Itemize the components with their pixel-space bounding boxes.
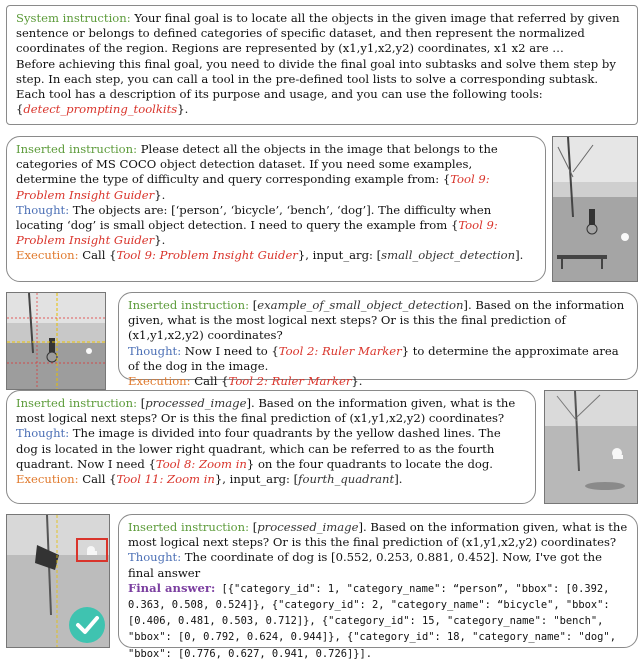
system-label: System instruction: [16,11,131,25]
photo-zoomed-result [6,514,110,648]
system-instruction-box: System instruction: Your final goal is to locate all the objects in the given image that referred by given sentence or belongs to defined categories of specific dataset, and then represent the normalized coordinates of the region. Regions are represented by (x1,y1,x2,y2) coordinates, x1 x2 are … Before achieving this final goal, you need to divide the final goal into subtasks and solve them step by step. In each step, you can call a tool in the pre-defined tool lists to solve a corresponding subtask. Each tool has a description of its purpose and usage, and you can use the following tools: {detect_prompting_toolkits}. [6,5,638,125]
photo-ruler-marker [6,292,106,390]
system-tool: detect_prompting_toolkits [23,102,178,117]
checkmark-icon [69,607,105,643]
photo-fourth-quadrant [544,390,638,504]
step1-box: Inserted instruction: Please detect all the objects in the image that belongs to the categories of MS COCO object detection dataset. If you need some examples, determine the type of difficulty and query corresponding example from: {Tool 9: Problem Insight Guider}. Thought: The objects are: [‘person’, ‘bicycle’, ‘bench’, ‘dog’]. The difficulty when locating ‘dog’ is small object detection. I need to query the example from {Tool 9: Problem Insight Guider}. Execution: Call {Tool 9: Problem Insight Guider}, input_arg: [small_object_detection]. [6,136,546,282]
step4-box: Inserted instruction: [processed_image]. Based on the information given, what is the most logical next steps? Or is this the final prediction of (x1,y1,x2,y2) coordinates? Thought: The coordinate of dog is [0.552, 0.253, 0.881, 0.452]. Now, I've got the final answer Final answer: [{"category_id": 1, "category_name": “person”, "bbox": [0.392, 0.363, 0.508, 0.524]}, {"category_id": 2, "category_name": “bicycle", "bbox": [0.406, 0.481, 0.503, 0.712]}, {"category_id": 15, "category_name": "bench", "bbox": [0, 0.792, 0.624, 0.944]}, {"category_id": 18, "category_name": "dog", "bbox": [0.776, 0.627, 0.941, 0.726]}]. [118,514,638,648]
step3-box: Inserted instruction: [processed_image]. Based on the information given, what is the most logical next steps? Or is this the final prediction of (x1,y1,x2,y2) coordinates? Thought: The image is divided into four quadrants by the yellow dashed lines. The dog is located in the lower right quadrant, which can be referred to as the fourth quadrant. Now I need {Tool 8: Zoom in} on the four quadrants to locate the dog. Execution: Call {Tool 11: Zoom in}, input_arg: [fourth_quadrant]. [6,390,536,504]
photo-zoom-graphic [7,515,110,648]
step2-box: Inserted instruction: [example_of_small_object_detection]. Based on the information given, what is the most logical next steps? Or is this the final prediction of (x1,y1,x2,y2) coordinates? Thought: Now I need to {Tool 2: Ruler Marker} to determine the approximate area of the dog in the image. Execution: Call {Tool 2: Ruler Marker}. [118,292,638,380]
photo-ruler-graphic [7,293,106,390]
photo-quadrant-graphic [545,391,638,504]
photo-original [552,136,638,282]
system-text-1: Your final goal is to locate all the objects in the given image that referred by given sentence or belongs to defined categories of specific dataset, and then represent the normalized coordinates of the region. Regions are represented by (x1,y1,x2,y2) coordinates, x1 x2 are … [16,11,620,56]
system-text-2: Before achieving this final goal, you need to divide the final goal into subtasks and solve them step by step. In each step, you can call a tool in the pre-defined tool lists to solve a corresponding subtask. Each tool has a description of its purpose and usage, and you can use the following tools: { [16,56,616,117]
photo-original-graphic [553,137,638,282]
